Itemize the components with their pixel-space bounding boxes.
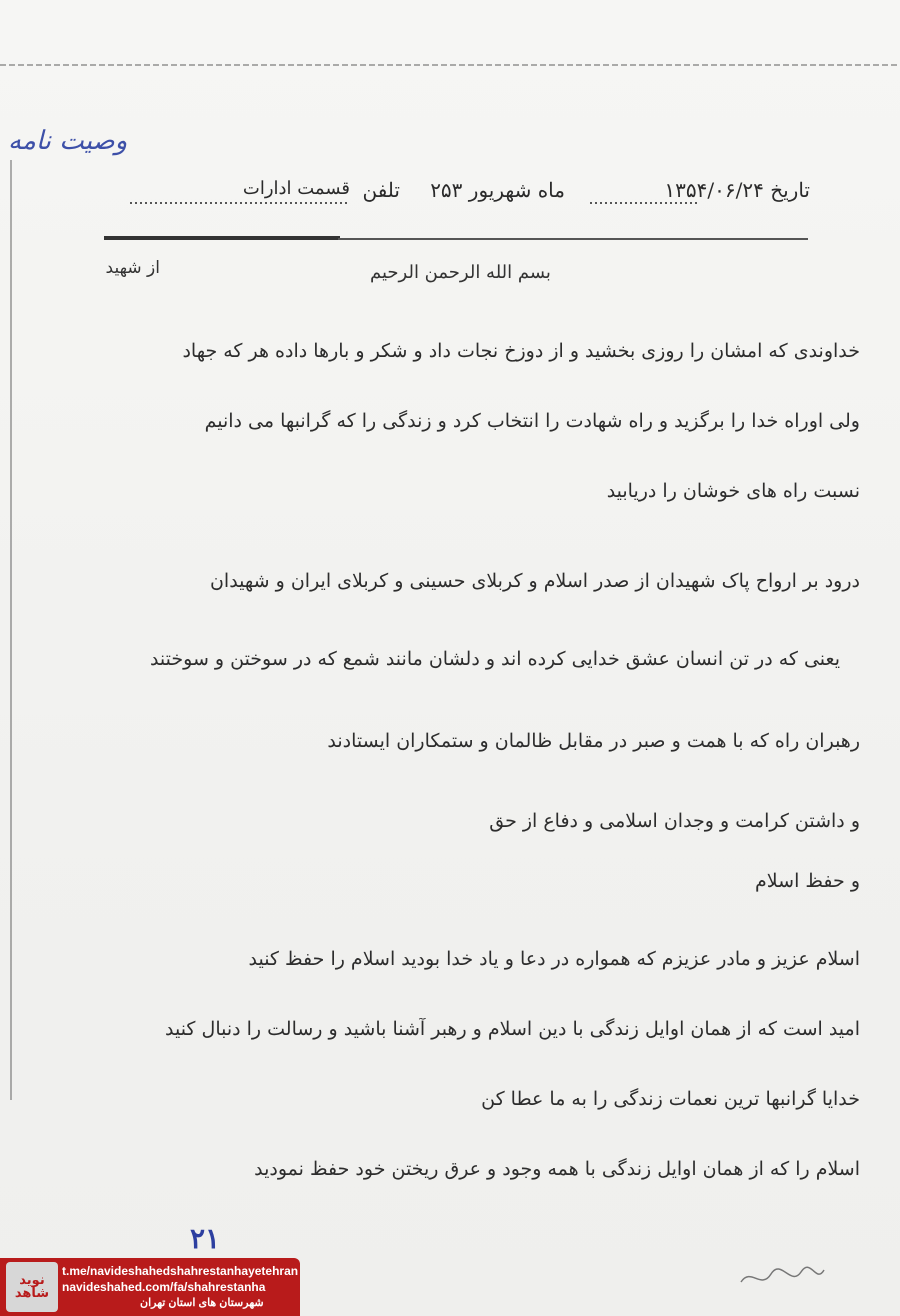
date-dots [590, 202, 700, 204]
site-logo: نوید شاهد [6, 1262, 58, 1312]
author-line: از شهید [105, 258, 160, 278]
date-field: تاریخ ۱۳۵۴/۰۶/۲۴ [664, 178, 810, 202]
text-line-5: یعنی که در تن انسان عشق خدایی کرده اند و دلشان مانند شمع که در سوختن و سوختند [149, 648, 840, 670]
phone-label: تلفن [362, 178, 400, 202]
text-line-10: امید است که از همان اوایل زندگی با دین اسلام و رهبر آشنا باشید و رسالت را دنبال کنید [164, 1018, 860, 1040]
text-line-11: خدایا گرانبها ترین نعمات زندگی را به ما عطا کن [481, 1088, 860, 1110]
side-note: وصیت نامه [8, 126, 128, 156]
text-line-3: نسبت راه های خوشان را دریابید [606, 480, 860, 502]
region-caption: شهرستان های استان تهران [140, 1297, 264, 1309]
header-rule-thick [104, 236, 340, 240]
basmala: بسم الله الرحمن الرحیم [370, 262, 551, 283]
text-line-6: رهبران راه که با همت و صبر در مقابل ظالمان و ستمکاران ایستادند [327, 730, 860, 752]
page-number: ۲۱ [190, 1222, 221, 1255]
text-line-1: خداوندی که امشان را روزی بخشید و از دوزخ نجات داد و شکر و بارها داده هر که جهاد [182, 340, 860, 362]
month-field: ماه شهریور ۲۵۳ [430, 178, 565, 202]
text-line-4: درود بر ارواح پاک شهیدان از صدر اسلام و کربلای حسینی و کربلای ایران و شهیدان [209, 570, 860, 592]
header-rule [338, 238, 808, 240]
text-line-8: و حفظ اسلام [755, 870, 860, 892]
text-line-9: اسلام عزیز و مادر عزیزم که همواره در دعا و یاد خدا بودید اسلام را حفظ کنید [248, 948, 860, 970]
page-top-edge [0, 64, 900, 66]
phone-dots [130, 202, 350, 204]
letterhead [120, 178, 820, 218]
telegram-link[interactable]: t.me/navideshahedshahrestanhayetehran [62, 1264, 299, 1278]
text-line-7: و داشتن کرامت و وجدان اسلامی و دفاع از حق [489, 810, 860, 832]
phone-value: قسمت ادارات [242, 178, 350, 199]
text-line-12: اسلام را که از همان اوایل زندگی با همه وجود و عرق ریختن خود حفظ نمودید [254, 1158, 860, 1180]
website-link[interactable]: navideshahed.com/fa/shahrestanha [62, 1280, 266, 1294]
text-line-2: ولی اوراه خدا را برگزید و راه شهادت را انتخاب کرد و زندگی را که گرانبها می دانیم [204, 410, 860, 432]
scribble-mark [736, 1262, 826, 1292]
margin-line [10, 160, 12, 1100]
watermark-banner [0, 1258, 300, 1316]
